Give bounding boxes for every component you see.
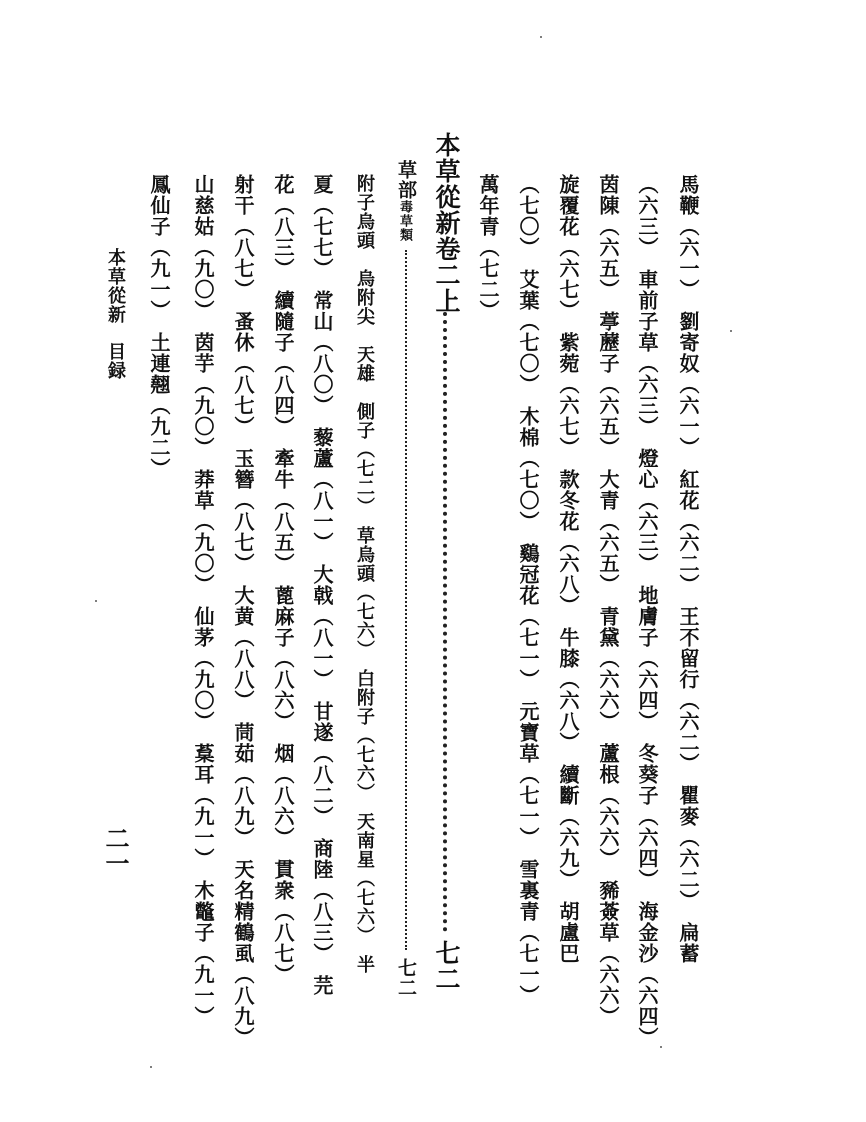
scan-speck — [95, 600, 97, 602]
category-title: 草部 — [395, 160, 417, 200]
category-subtitle: 毒草類 — [397, 200, 412, 242]
entry-column: 山慈姑（九〇） 茵芋（九〇） 莽草（九〇） 仙茅（九〇） 葈耳（九一） 木鼈子（九一） — [191, 174, 215, 1027]
entry-column: 夏（七七） 常山（八〇） 藜蘆（八一） 大戟（八一） 甘遂（八二） 商陸（八三） 芫 — [310, 174, 334, 996]
entry-column: 鳳仙子（九一） 土連翹（九二） — [147, 174, 171, 479]
entry-column: 附子烏頭 烏附尖 天雄 側子（七二） 草烏頭（七六） 白附子（七六） 天南星（七六） 半 — [354, 174, 375, 974]
entry-column: 旋覆花（六七） 紫菀（六七） 款冬花（六八） 牛膝（六八） 續斷（六九） 胡盧巴 — [556, 174, 580, 964]
running-section: 目録 — [105, 342, 126, 380]
entry-column: 馬鞭（六一） 劉寄奴（六一） 紅花（六二） 王不留行（六二） 瞿麥（六二） 扁蓄 — [676, 174, 700, 964]
scan-speck — [150, 1066, 152, 1068]
entry-column: （七〇） 艾葉（七〇） 木棉（七〇） 鷄冠花（七一） 元寶草（七一） 雪裏青（七一） — [516, 174, 540, 1006]
running-title: 本草從新 — [105, 248, 126, 324]
entry-column: 茵陳（六五） 葶藶子（六五） 大青（六五） 青黛（六六） 蘆根（六六） 豨薟草（六六） — [596, 174, 620, 1027]
entry-column: （六三） 車前子草（六三） 燈心（六三） 地膚子（六四） 冬葵子（六四） 海金沙（六四） — [635, 174, 659, 1048]
entry-column: 花（八三） 續隨子（八四） 牽牛（八五） 蓖麻子（八六） 烟（八六） 貫衆（八七） — [271, 174, 295, 985]
entry-column: 射干（八七） 蚤休（八七） 玉簪（八七） 大黄（八八） 茼茹（八九） 天名精鶴虱（八九） — [231, 174, 255, 1048]
category-leader-dots — [405, 250, 407, 950]
scan-speck — [660, 1046, 662, 1048]
entry-column: 萬年青（七二） — [476, 174, 500, 321]
scan-speck — [540, 36, 542, 38]
category-page-ref: 七二 — [395, 958, 417, 998]
volume-page-ref: 七二 — [432, 940, 461, 992]
scan-speck — [730, 330, 732, 332]
folio-number: 二一 — [101, 826, 130, 876]
volume-leader-dots — [443, 312, 447, 932]
volume-title: 本草從新卷二上 — [432, 132, 461, 314]
